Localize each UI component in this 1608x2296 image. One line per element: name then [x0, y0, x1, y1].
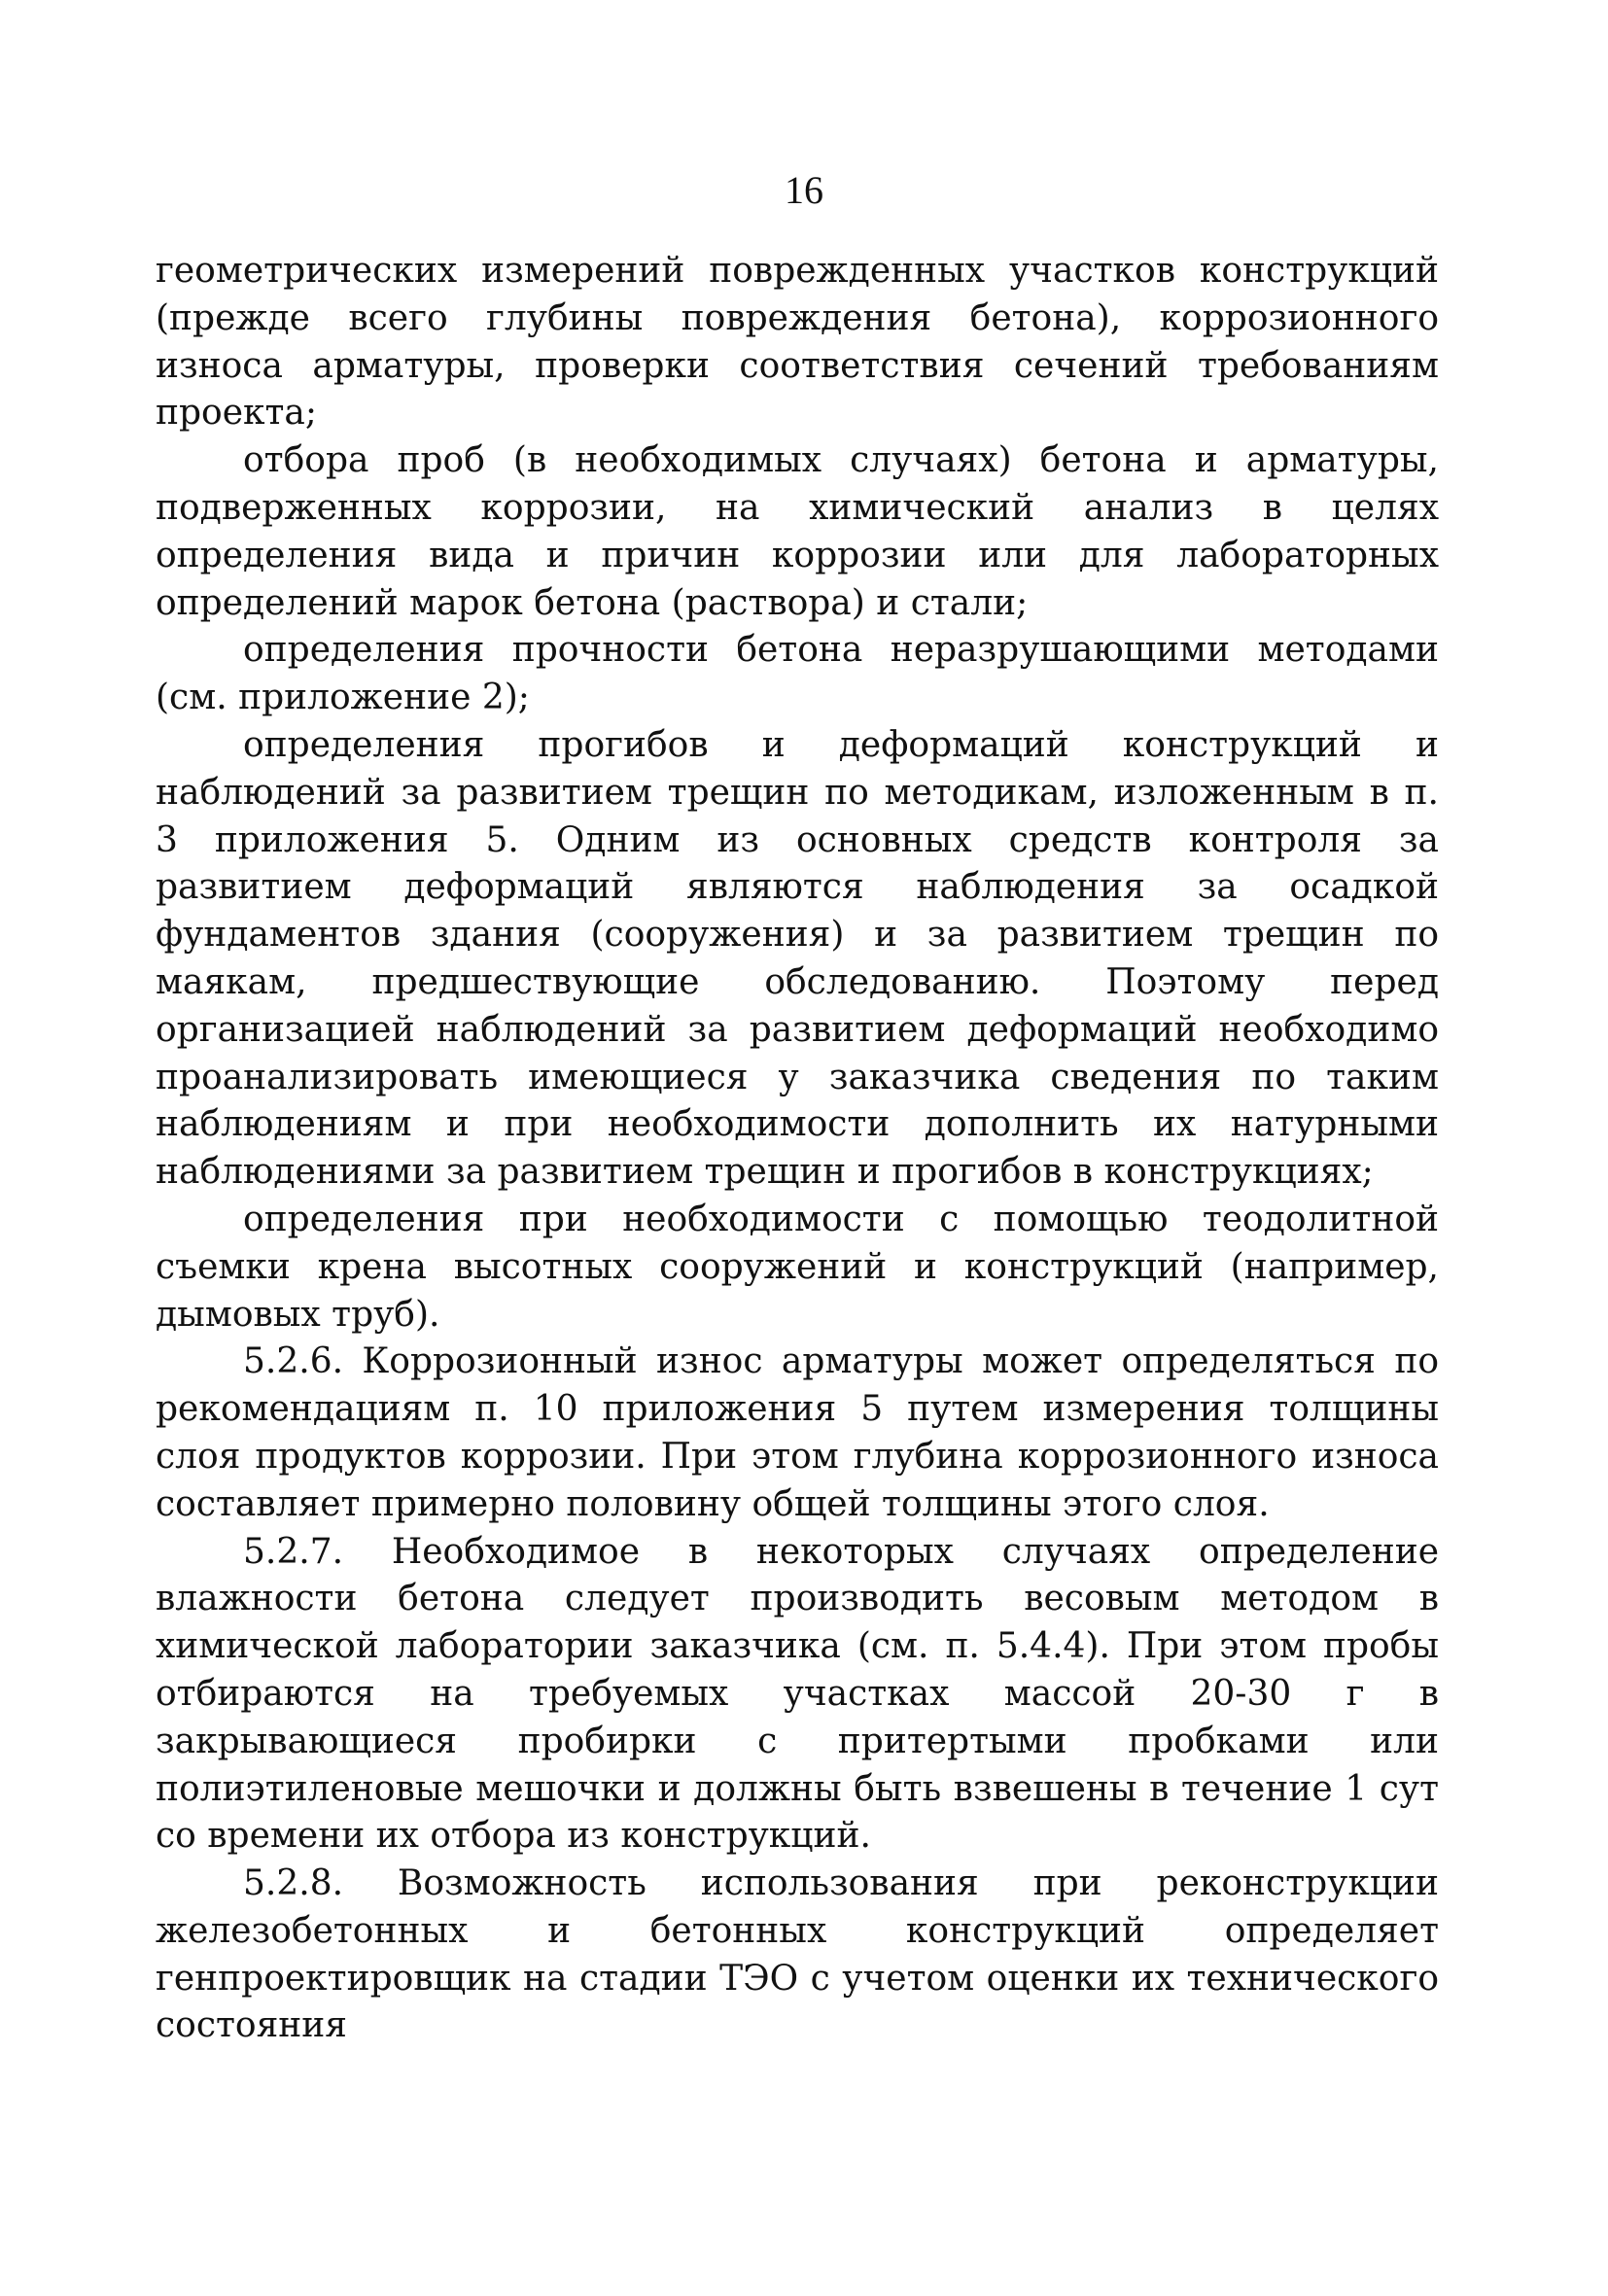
- page-number: 16: [785, 168, 823, 212]
- paragraph-deflection-observation: определения прогибов и деформаций конструкций и наблюдений за развитием трещин по методикам, изложенным в п. 3 приложения 5. Одним из основных средств контроля за развитием деформаций являются наблюдения за осадкой фундаментов здания (сооружения) и за развитием трещин по маякам, предшествующие обследованию. Поэтому перед организацией наблюдений за развитием деформаций необходимо проанализировать имеющиеся у заказчика сведения по таким наблюдениям и при необходимости дополнить их натурными наблюдениями за развитием трещин и прогибов в конструкциях;: [156, 724, 1439, 1193]
- document-body: [156, 248, 1439, 2050]
- paragraph-geometric-measurements: геометрических измерений поврежденных участков конструкций (прежде всего глубины повреждения бетона), коррозионного износа арматуры, проверки соответствия сечений требованиям проекта;: [156, 251, 1439, 434]
- paragraph-section-5-2-8: 5.2.8. Возможность использования при реконструкции железобетонных и бетонных конструкций определяет генпроектировщик на стадии ТЭО с учетом оценки их технического состояния: [156, 1863, 1439, 2046]
- paragraph-section-5-2-7: 5.2.7. Необходимое в некоторых случаях определение влажности бетона следует производить весовым методом в химической лаборатории заказчика (см. п. 5.4.4). При этом пробы отбираются на требуемых участках массой 20-30 г в закрывающиеся пробирки с притертыми пробками или полиэтиленовые мешочки и должны быть взвешены в течение 1 сут со времени их отбора из конструкций.: [156, 1531, 1439, 1857]
- paragraph-section-5-2-6: 5.2.6. Коррозионный износ арматуры может определяться по рекомендациям п. 10 приложения 5 путем измерения толщины слоя продуктов коррозии. При этом глубина коррозионного износа составляет примерно половину общей толщины этого слоя.: [156, 1341, 1439, 1524]
- paragraph-theodolite-survey: определения при необходимости с помощью теодолитной съемки крена высотных сооружений и конструкций (например, дымовых труб).: [156, 1199, 1439, 1335]
- paragraph-sampling: отбора проб (в необходимых случаях) бетона и арматуры, подверженных коррозии, на химический анализ в целях определения вида и причин коррозии или для лабораторных определений марок бетона (раствора) и стали;: [156, 440, 1439, 623]
- paragraph-strength-testing: определения прочности бетона неразрушающими методами (см. приложение 2);: [156, 630, 1439, 718]
